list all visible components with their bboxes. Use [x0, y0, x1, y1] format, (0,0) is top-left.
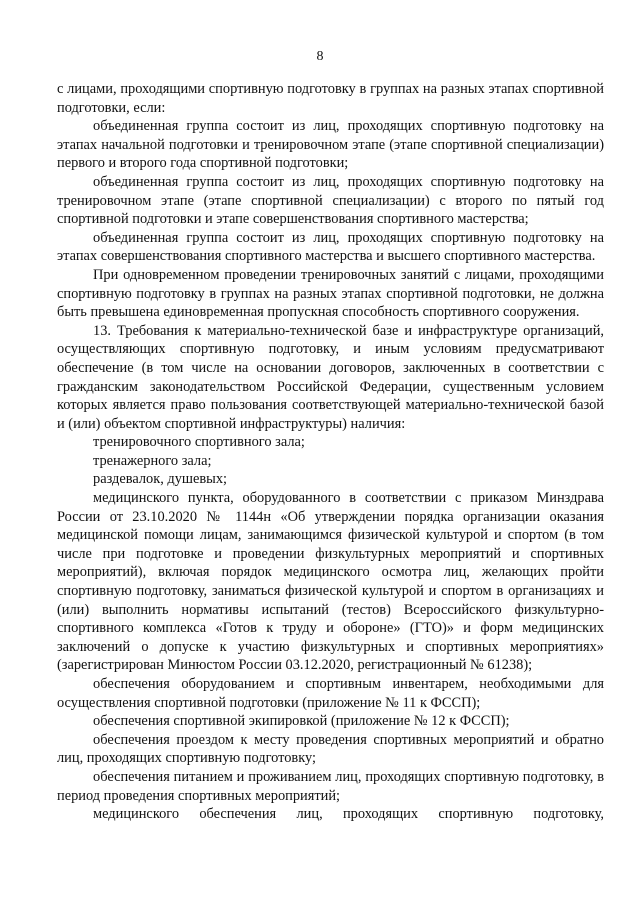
list-item-changing-rooms: раздевалок, душевых; — [93, 471, 228, 488]
list-item-travel: обеспечения проездом к месту проведения спортивных мероприятий и обратно лиц, проходящих спортивную подготовку; — [57, 731, 604, 767]
paragraph-combined-group-1: объединенная группа состоит из лиц, проходящих спортивную подготовку на этапах начальной подготовки и тренировочном этапе (этапе спортивной специализации) первого и второго года спортивной подготовки; — [57, 118, 604, 172]
document-body — [57, 80, 604, 824]
paragraph-continuation: с лицами, проходящими спортивную подготовку в группах на разных этапах спортивной подготовки, если: — [57, 81, 604, 116]
paragraph-item-13: 13. Требования к материально-технической базе и инфраструктуре организаций, осуществляющих спортивную подготовку, и иным условиям предусматривают обеспечение (в том числе на основании договоров, заключенных в соответствии с гражданским законодательством Российской Федерации, существенным условием которых является право пользования соответствующей материально-технической базой и (или) объектом спортивной инфраструктуры) наличия: — [57, 322, 604, 432]
paragraph-combined-group-2: объединенная группа состоит из лиц, проходящих спортивную подготовку на тренировочном этапе (этапе спортивной специализации) с второго по пятый год спортивной подготовки и этапе совершенствования спортивного мастерства; — [57, 173, 604, 228]
list-item-gym: тренажерного зала; — [93, 452, 212, 469]
page-number: 8 — [316, 49, 324, 64]
list-item-medical-point: медицинского пункта, оборудованного в соответствии с приказом Минздрава России от 23.10.2020 № 1144н «Об утверждении порядка организации оказания медицинской помощи лицам, занимающимся физической культурой и спортом (в том числе при подготовке и проведении физкультурных мероприятий и спортивных мероприятий), включая порядок медицинского осмотра лиц, желающих пройти спортивную подготовку, заниматься физической культурой и спортом в организациях и (или) выполнить нормативы испытаний (тестов) Всероссийского физкультурно-спортивного комплекса «Готов к труду и обороне» (ГТО)» и форм медицинских заключений о допуске к участию физкультурных и спортивных мероприятиях» (зарегистрирован Минюстом России 03.12.2020, регистрационный № 61238); — [57, 490, 604, 674]
list-item-food-lodging: обеспечения питанием и проживанием лиц, проходящих спортивную подготовку, в период проведения спортивных мероприятий; — [57, 768, 604, 804]
list-item-training-hall: тренировочного спортивного зала; — [93, 434, 305, 451]
list-item-medical-support: медицинского обеспечения лиц, проходящих спортивную подготовку, — [93, 806, 604, 823]
list-item-sports-gear: обеспечения спортивной экипировкой (приложение № 12 к ФССП); — [93, 713, 510, 730]
list-item-equipment: обеспечения оборудованием и спортивным инвентарем, необходимыми для осуществления спортивной подготовки (приложение № 11 к ФССП); — [57, 676, 604, 711]
paragraph-combined-group-3: объединенная группа состоит из лиц, проходящих спортивную подготовку на этапах совершенствования спортивного мастерства и высшего спортивного мастерства. — [57, 229, 604, 265]
paragraph-simultaneous-training: При одновременном проведении тренировочных занятий с лицами, проходящими спортивную подготовку в группах на разных этапах спортивной подготовки, не должна быть превышена единовременная пропускная способность спортивного сооружения. — [57, 266, 604, 321]
